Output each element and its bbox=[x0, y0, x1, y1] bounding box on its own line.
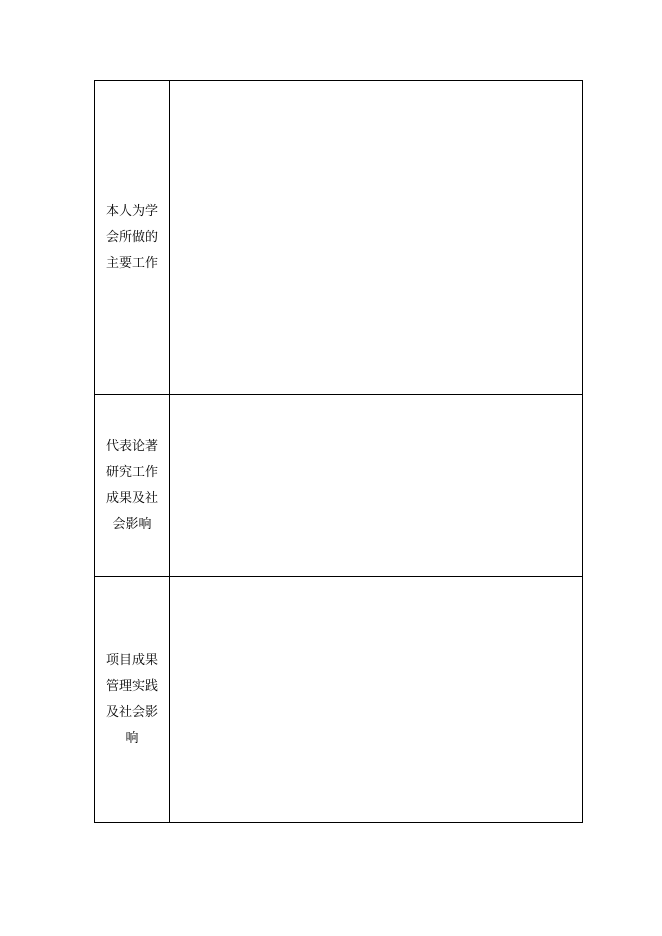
row-label-line: 及社会影 bbox=[105, 704, 158, 720]
row-label-line: 会所做的 bbox=[105, 229, 158, 245]
row-label-line: 管理实践 bbox=[105, 678, 158, 694]
row-label-cell bbox=[95, 577, 170, 822]
form-row-main-work bbox=[95, 81, 582, 394]
row-label-line: 会影响 bbox=[112, 516, 152, 532]
row-label-line: 响 bbox=[125, 730, 139, 746]
form-row-project-results bbox=[95, 576, 582, 822]
row-label-line: 成果及社 bbox=[105, 490, 158, 506]
form-row-publications bbox=[95, 394, 582, 576]
row-label-line: 项目成果 bbox=[105, 652, 158, 668]
row-label-cell bbox=[95, 81, 170, 394]
row-label-line: 本人为学 bbox=[105, 203, 158, 219]
row-label-line: 研究工作 bbox=[105, 464, 158, 480]
row-label-cell bbox=[95, 395, 170, 576]
publications-content-cell[interactable] bbox=[170, 395, 582, 576]
row-label-line: 代表论著 bbox=[105, 438, 158, 454]
project-results-content-cell[interactable] bbox=[170, 577, 582, 822]
application-form-table bbox=[94, 80, 583, 823]
main-work-content-cell[interactable] bbox=[170, 81, 582, 394]
row-label-line: 主要工作 bbox=[105, 255, 158, 271]
